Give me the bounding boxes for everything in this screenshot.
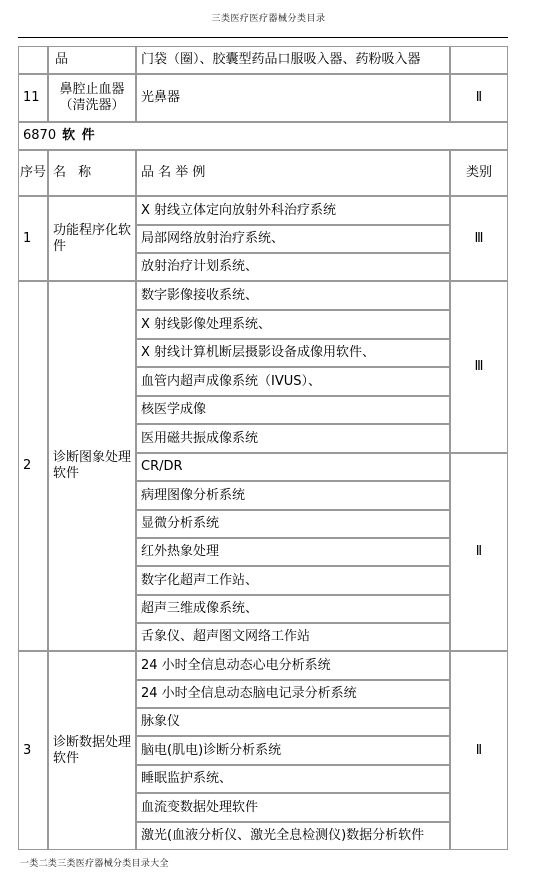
group2-example: 数字影像接收系统、 (136, 281, 450, 310)
group2-name: 诊断图象处理软件 (48, 281, 136, 651)
group1-class: Ⅲ (450, 196, 508, 281)
section-title: 软 件 (62, 128, 96, 143)
group2-example: 医用磁共振成像系统 (136, 424, 450, 453)
row-a-class-cell (450, 46, 508, 74)
group2-example: X 射线影像处理系统、 (136, 310, 450, 339)
row-a-example: 门袋（圈）、胶囊型药品口服吸入器、药粉吸入器 (136, 46, 450, 74)
group1-no: 1 (18, 196, 48, 281)
group3-example: 睡眠监护系统、 (136, 765, 450, 793)
header-name: 名 称 (48, 150, 136, 196)
group3-class: Ⅱ (450, 651, 508, 850)
group2-example: 核医学成像 (136, 396, 450, 424)
header-example: 品 名 举 例 (136, 150, 450, 196)
row-11-name: 鼻腔止血器（清洗器） (48, 74, 136, 122)
section-code: 6870 (23, 128, 57, 143)
group1-example: X 射线立体定向放射外科治疗系统 (136, 196, 450, 225)
group3-example: 激光(血液分析仪、激光全息检测仪)数据分析软件 (136, 822, 450, 850)
group2-example: 数字化超声工作站、 (136, 566, 450, 595)
group2-example: 舌象仪、超声图文网络工作站 (136, 623, 450, 651)
group2-example: CR/DR (136, 453, 450, 481)
group3-example: 脉象仪 (136, 708, 450, 736)
group3-example: 血流变数据处理软件 (136, 793, 450, 822)
header-no: 序号 (18, 150, 48, 196)
group1-name: 功能程序化软件 (48, 196, 136, 281)
row-11-class: Ⅱ (450, 74, 508, 122)
row-a-name: 品 (48, 46, 136, 74)
group3-example: 脑电(肌电)诊断分析系统 (136, 736, 450, 765)
header-class: 类别 (450, 150, 508, 196)
group2-example: 红外热象处理 (136, 538, 450, 566)
group3-name: 诊断数据处理软件 (48, 651, 136, 850)
group2-example: X 射线计算机断层摄影设备成像用软件、 (136, 339, 450, 367)
group2-class-iii: Ⅲ (450, 281, 508, 453)
group1-example: 局部网络放射治疗系统、 (136, 225, 450, 253)
group3-example: 24 小时全信息动态脑电记录分析系统 (136, 680, 450, 708)
group1-example: 放射治疗计划系统、 (136, 253, 450, 281)
group3-example: 24 小时全信息动态心电分析系统 (136, 651, 450, 680)
row-11-example: 光鼻器 (136, 74, 450, 122)
group2-no: 2 (18, 281, 48, 651)
row-a-no-cell (18, 46, 48, 74)
group2-class-ii: Ⅱ (450, 453, 508, 651)
header-rule (18, 37, 508, 38)
group2-example: 显微分析系统 (136, 510, 450, 538)
row-11-no: 11 (18, 74, 48, 122)
group2-example: 超声三维成像系统、 (136, 595, 450, 623)
page-header: 三类医疗医疗器械分类目录 (211, 14, 326, 24)
group2-example: 血管内超声成像系统（IVUS）、 (136, 367, 450, 396)
section-heading (18, 122, 508, 150)
page-footer: 一类二类三类医疗器械分类目录大全 (20, 859, 169, 869)
group3-no: 3 (18, 651, 48, 850)
group2-example: 病理图像分析系统 (136, 481, 450, 510)
